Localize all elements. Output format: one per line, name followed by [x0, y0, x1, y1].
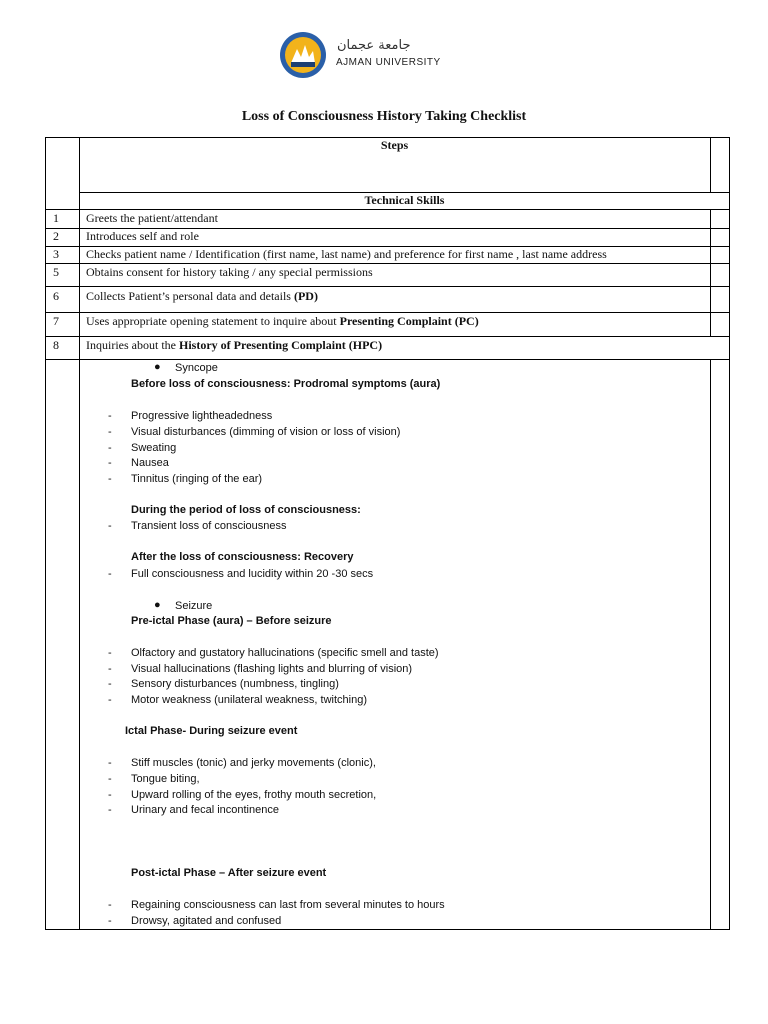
symptom-item: Regaining consciousness can last from several minutes to hours — [131, 899, 445, 911]
row-number: 7 — [53, 314, 59, 328]
step-text: Checks patient name / Identification (first name, last name) and preference for first name , last name address — [86, 247, 607, 261]
dash: - — [108, 789, 112, 801]
technical-skills-header: Technical Skills — [364, 193, 445, 207]
dash: - — [108, 426, 112, 438]
university-name-english: AJMAN UNIVERSITY — [336, 57, 441, 68]
dash: - — [108, 410, 112, 422]
symptom-item: Transient loss of consciousness — [131, 520, 287, 532]
row-number: 5 — [53, 265, 59, 279]
dash: - — [108, 915, 112, 927]
syncope-heading: Syncope — [175, 362, 218, 374]
dash: - — [108, 473, 112, 485]
dash: - — [108, 694, 112, 706]
step-text: Introduces self and role — [86, 229, 199, 243]
dash: - — [108, 757, 112, 769]
dash: - — [108, 804, 112, 816]
document-title: Loss of Consciousness History Taking Checklist — [241, 109, 527, 124]
symptom-item: Sweating — [131, 442, 177, 454]
dash: - — [108, 442, 112, 454]
symptom-item: Full consciousness and lucidity within 20 -30 secs — [131, 568, 374, 580]
symptom-item: Motor weakness (unilateral weakness, twitching) — [131, 694, 367, 706]
dash: - — [108, 899, 112, 911]
step-text: Collects Patient’s personal data and details (PD) — [86, 289, 318, 303]
symptom-item: Olfactory and gustatory hallucinations (specific smell and taste) — [131, 647, 439, 659]
step-text: Uses appropriate opening statement to inquire about Presenting Complaint (PC) — [86, 314, 479, 328]
row-number: 2 — [53, 229, 59, 243]
symptom-item: Progressive lightheadedness — [131, 410, 273, 422]
symptom-item: Tinnitus (ringing of the ear) — [131, 473, 263, 485]
bullet-icon: ● — [154, 599, 161, 611]
before-loc-heading: Before loss of consciousness: Prodromal symptoms (aura) — [131, 378, 441, 390]
dash: - — [108, 457, 112, 469]
dash: - — [108, 678, 112, 690]
symptom-item: Urinary and fecal incontinence — [131, 804, 279, 816]
row-number: 3 — [53, 247, 59, 261]
dash: - — [108, 663, 112, 675]
symptom-item: Stiff muscles (tonic) and jerky movements (clonic), — [131, 757, 376, 769]
after-loc-heading: After the loss of consciousness: Recovery — [131, 551, 354, 563]
dash: - — [108, 647, 112, 659]
row-number: 8 — [53, 338, 59, 352]
symptom-item: Drowsy, agitated and confused — [131, 915, 282, 927]
checklist-table — [45, 137, 730, 930]
step-text: Inquiries about the History of Presenting Complaint (HPC) — [86, 338, 383, 352]
row-number: 6 — [53, 289, 59, 303]
pre-ictal-heading: Pre-ictal Phase (aura) – Before seizure — [131, 615, 332, 627]
during-loc-heading: During the period of loss of consciousness: — [131, 504, 361, 516]
ictal-heading: Ictal Phase- During seizure event — [125, 725, 298, 737]
dash: - — [108, 520, 112, 532]
step-text: Obtains consent for history taking / any special permissions — [86, 265, 373, 279]
dash: - — [108, 773, 112, 785]
symptom-item: Upward rolling of the eyes, frothy mouth secretion, — [131, 789, 377, 801]
row-number: 1 — [53, 211, 59, 225]
symptom-item: Sensory disturbances (numbness, tingling) — [131, 678, 339, 690]
symptom-item: Visual disturbances (dimming of vision or loss of vision) — [131, 426, 401, 438]
steps-header: Steps — [380, 138, 409, 152]
symptom-item: Nausea — [131, 457, 169, 469]
seizure-heading: Seizure — [175, 600, 213, 612]
university-name-arabic: جامعة عجمان — [337, 38, 411, 53]
ajman-university-logo-icon — [279, 31, 327, 79]
dash: - — [108, 568, 112, 580]
symptom-item: Tongue biting, — [131, 773, 200, 785]
step-text: Greets the patient/attendant — [86, 211, 218, 225]
bullet-icon: ● — [154, 361, 161, 373]
post-ictal-heading: Post-ictal Phase – After seizure event — [131, 867, 327, 879]
symptom-item: Visual hallucinations (flashing lights and blurring of vision) — [131, 663, 413, 675]
